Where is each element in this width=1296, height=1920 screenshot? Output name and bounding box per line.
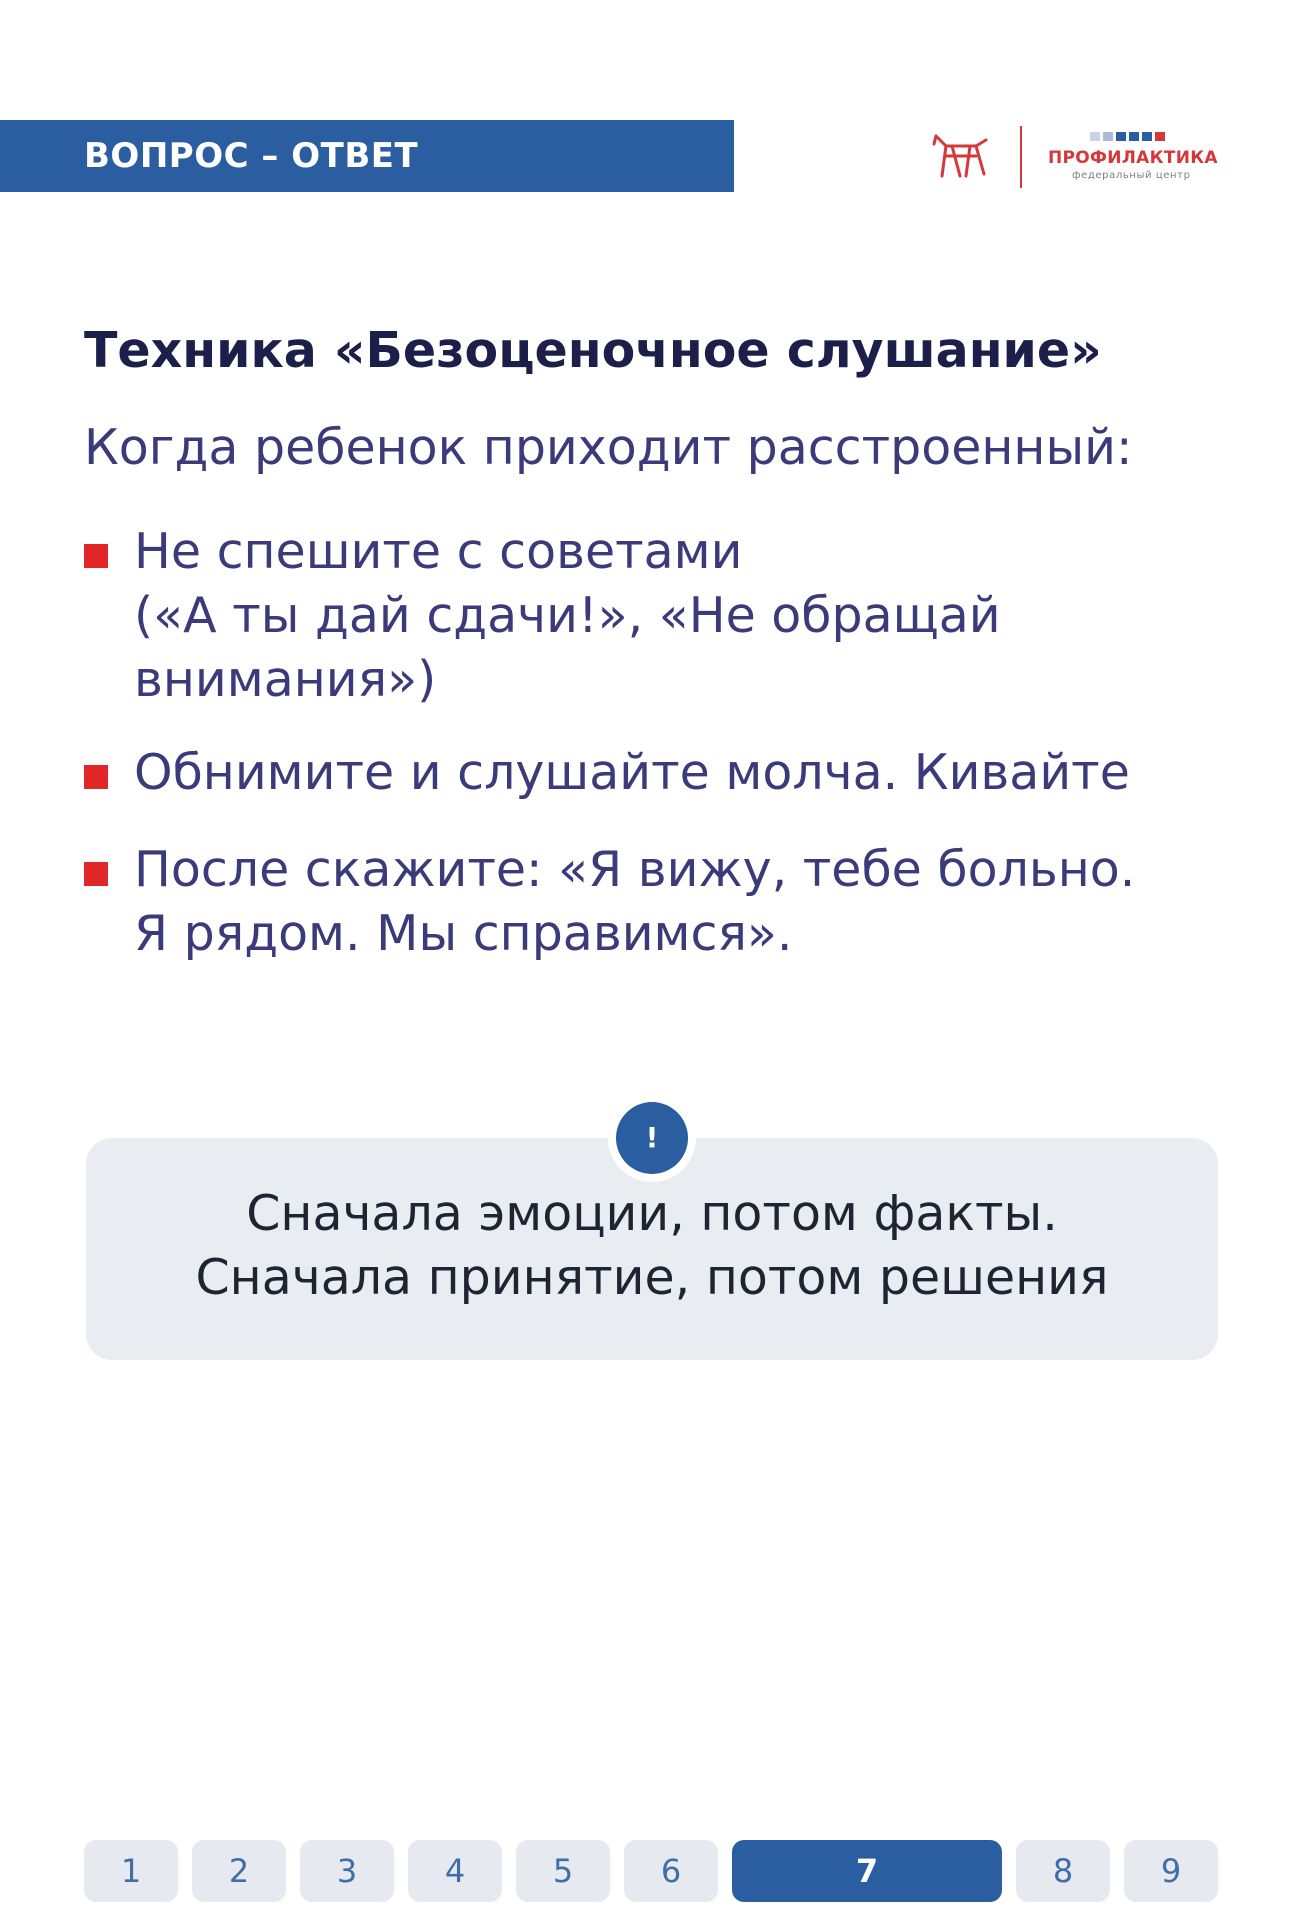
horse-icon xyxy=(930,130,994,182)
logo xyxy=(930,122,1230,192)
list-item-text xyxy=(134,838,1214,966)
list-item-line: После скажите: «Я вижу, тебе больно. xyxy=(134,841,1136,898)
page-button-8[interactable]: 8 xyxy=(1016,1840,1110,1902)
page-button-6[interactable]: 6 xyxy=(624,1840,718,1902)
logo-name: ПРОФИЛАКТИКА xyxy=(1048,148,1218,168)
note-text xyxy=(86,1182,1218,1310)
exclamation-icon: ! xyxy=(616,1102,688,1174)
list-item-line: Я рядом. Мы справимся». xyxy=(134,905,793,962)
bullet-marker xyxy=(84,544,108,568)
pagination xyxy=(84,1840,1218,1904)
page-button-5[interactable]: 5 xyxy=(516,1840,610,1902)
list-item xyxy=(84,741,1214,807)
list-item-line: Обнимите и слушайте молча. Кивайте xyxy=(134,744,1130,801)
note-line: Сначала принятие, потом решения xyxy=(195,1249,1109,1306)
header-band xyxy=(0,120,734,192)
bullet-marker xyxy=(84,765,108,789)
page-subtitle: Когда ребенок приходит расстроенный: xyxy=(84,419,1133,476)
note-line: Сначала эмоции, потом факты. xyxy=(246,1185,1058,1242)
bullet-marker xyxy=(84,862,108,886)
logo-square xyxy=(1116,132,1126,141)
logo-squares xyxy=(1090,132,1165,141)
logo-square xyxy=(1090,132,1100,141)
page-button-4[interactable]: 4 xyxy=(408,1840,502,1902)
list-item-text xyxy=(134,741,1214,805)
page-button-1[interactable]: 1 xyxy=(84,1840,178,1902)
page-button-9[interactable]: 9 xyxy=(1124,1840,1218,1902)
page-title: Техника «Безоценочное слушание» xyxy=(84,322,1102,379)
logo-subtitle: федеральный центр xyxy=(1072,170,1191,181)
logo-square xyxy=(1142,132,1152,141)
logo-square xyxy=(1129,132,1139,141)
page-button-2[interactable]: 2 xyxy=(192,1840,286,1902)
page-button-3[interactable]: 3 xyxy=(300,1840,394,1902)
header-title: ВОПРОС – ОТВЕТ xyxy=(84,136,419,176)
list-item xyxy=(84,838,1214,968)
logo-square xyxy=(1103,132,1113,141)
page-button-7-current[interactable]: 7 xyxy=(732,1840,1002,1902)
list-item-text xyxy=(134,520,1214,712)
logo-divider xyxy=(1020,126,1022,188)
list-item xyxy=(84,520,1214,716)
list-item-line: («А ты дай сдачи!», «Не обращай xyxy=(134,587,1001,644)
list-item-line: Не спешите с советами xyxy=(134,523,743,580)
logo-square xyxy=(1155,132,1165,141)
list-item-line: внимания») xyxy=(134,651,437,708)
